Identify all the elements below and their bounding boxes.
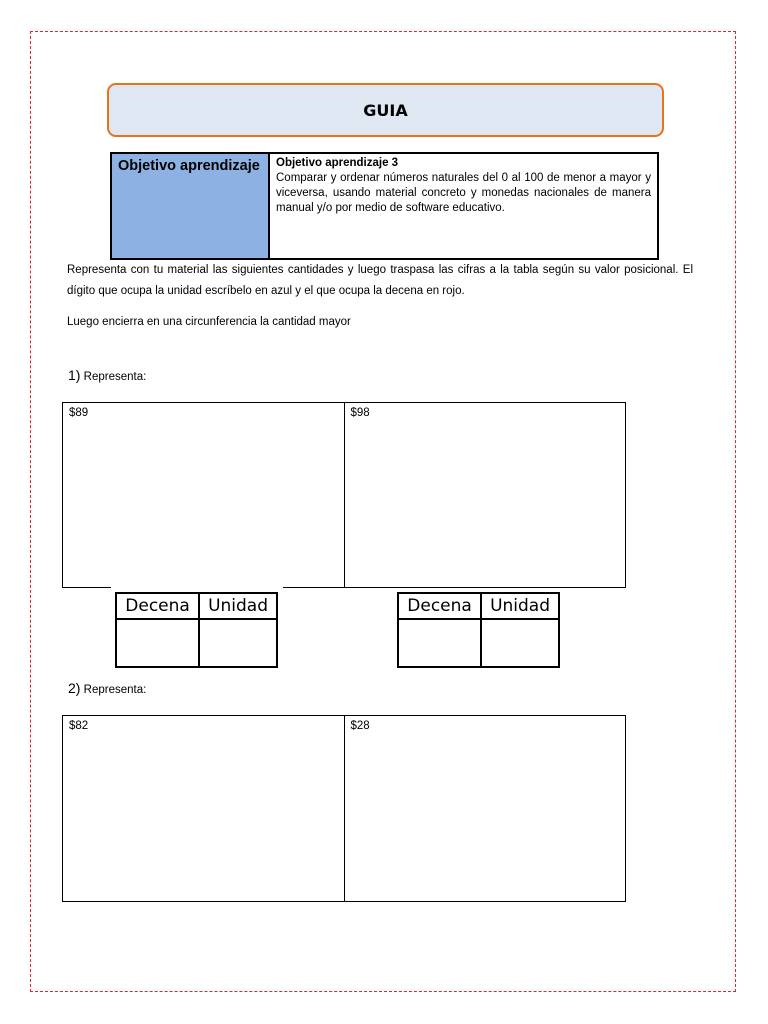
section-1-text: Representa: — [83, 371, 147, 383]
title-box — [107, 83, 664, 137]
page-title: GUIA — [363, 100, 408, 120]
units-cell[interactable] — [481, 619, 559, 667]
tens-cell[interactable] — [398, 619, 481, 667]
representation-box-1 — [62, 402, 626, 588]
units-header: Unidad — [481, 593, 559, 619]
tens-header: Decena — [116, 593, 199, 619]
units-cell[interactable] — [199, 619, 277, 667]
objective-title: Objetivo aprendizaje 3 — [276, 157, 399, 169]
instructions-secondary: Luego encierra en una circunferencia la cantidad mayor — [67, 316, 351, 328]
border-gap — [111, 585, 283, 588]
representation-cell[interactable] — [344, 716, 626, 901]
amount-label: $89 — [69, 407, 89, 419]
representation-box-2 — [62, 715, 626, 902]
section-1-label — [68, 366, 146, 386]
section-1-number: 1) — [68, 367, 81, 383]
tens-cell[interactable] — [116, 619, 199, 667]
amount-label: $98 — [350, 407, 370, 419]
objective-content — [270, 154, 657, 258]
place-value-table-2 — [397, 592, 560, 668]
amount-label: $28 — [350, 720, 370, 732]
section-2-label — [68, 679, 146, 699]
instructions-main: Representa con tu material las siguientes cantidades y luego traspasa las cifras a la tabla según su valor posicional. El dígito que ocupa la unidad escríbelo en azul y el que ocupa la decena en rojo. — [67, 264, 693, 297]
place-value-table-1 — [115, 592, 278, 668]
section-2-number: 2) — [68, 680, 81, 696]
representation-cell[interactable] — [63, 403, 344, 587]
objective-table — [110, 152, 659, 260]
section-2-text: Representa: — [83, 684, 147, 696]
tens-header: Decena — [398, 593, 481, 619]
amount-label: $82 — [69, 720, 89, 732]
objective-label: Objetivo aprendizaje — [112, 154, 270, 258]
objective-text: Comparar y ordenar números naturales del 0 al 100 de menor a mayor y viceversa, usando material concreto y monedas nacionales de manera manual y/o por medio de software educativo. — [276, 172, 651, 214]
representation-cell[interactable] — [63, 716, 344, 901]
representation-cell[interactable] — [344, 403, 626, 587]
units-header: Unidad — [199, 593, 277, 619]
